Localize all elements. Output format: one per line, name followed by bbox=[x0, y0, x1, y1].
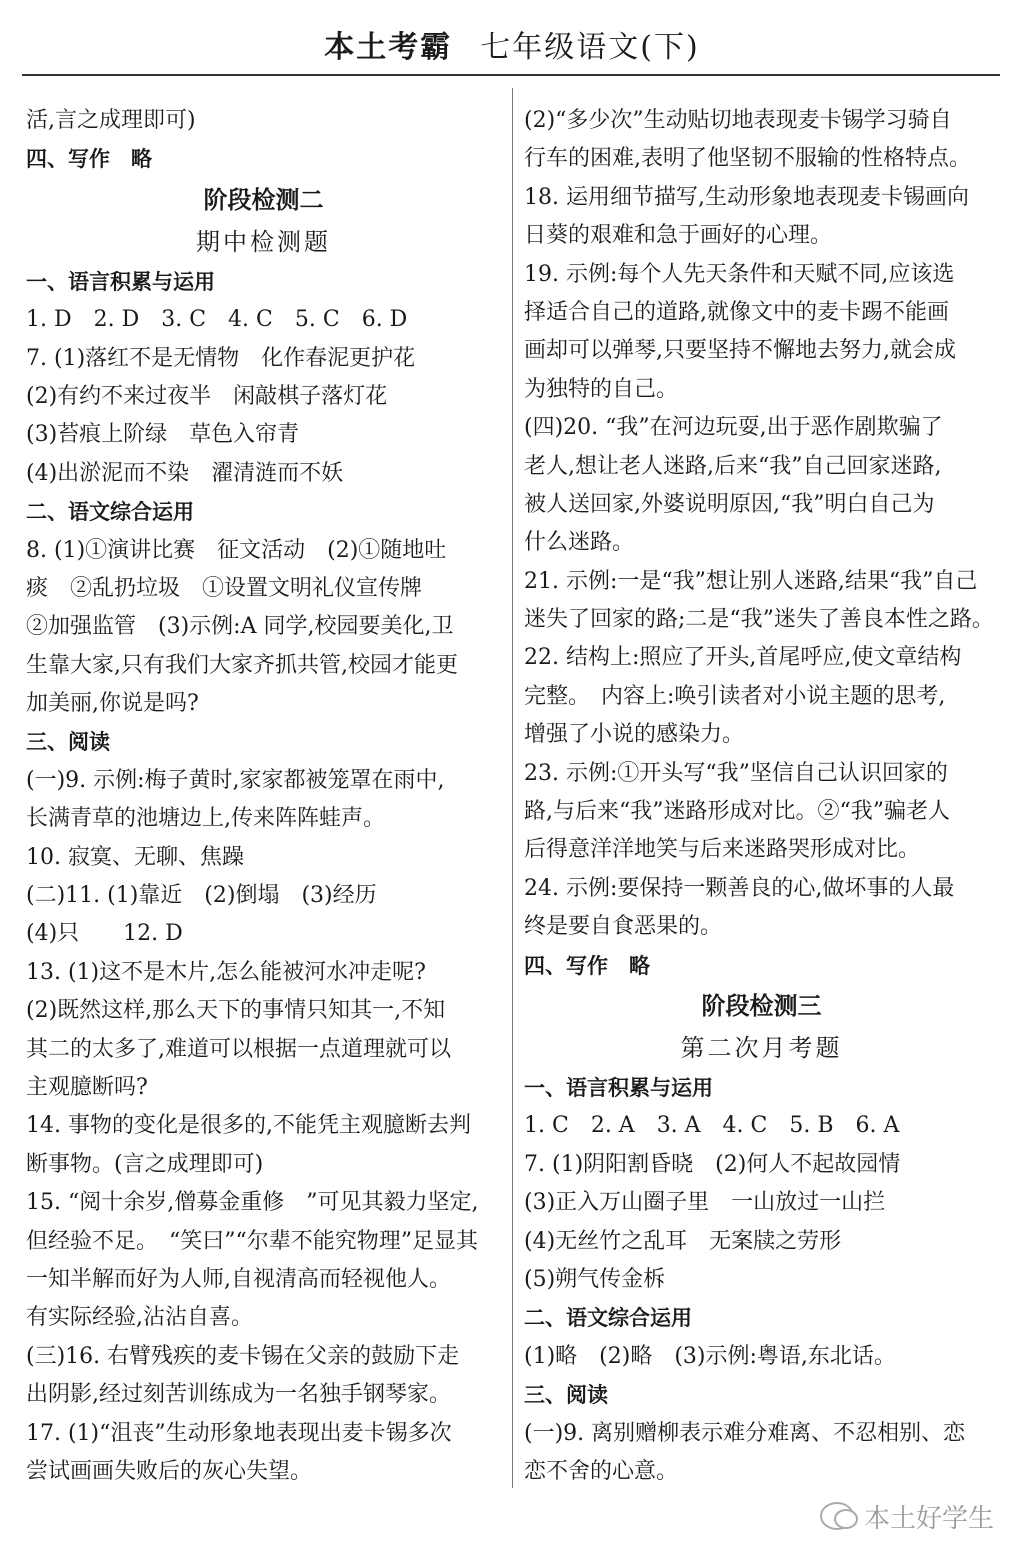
text-line: (3)正入万山圈子里 一山放过一山拦 bbox=[524, 1190, 886, 1216]
text-line: 7. (1)阴阳割昏晓 (2)何人不起故园情 bbox=[524, 1151, 901, 1177]
text-line: 老人,想让老人迷路,后来“我”自己回家迷路, bbox=[524, 453, 942, 479]
section-heading: 二、语文综合运用 bbox=[26, 500, 194, 525]
right-column bbox=[524, 102, 999, 1491]
text-line: 出阴影,经过刻苦训练成为一名独手钢琴家。 bbox=[26, 1382, 451, 1408]
text-line: 生靠大家,只有我们大家齐抓共管,校园才能更 bbox=[26, 652, 458, 678]
page-header bbox=[0, 28, 1024, 68]
watermark bbox=[820, 1496, 994, 1536]
text-line: 1. C 2. A 3. A 4. C 5. B 6. A bbox=[524, 1113, 900, 1139]
section-heading: 三、阅读 bbox=[26, 730, 110, 755]
header-subtitle: 七年级语文(下) bbox=[480, 30, 700, 65]
text-line: 其二的太多了,难道可以根据一点道理就可以 bbox=[26, 1036, 451, 1062]
text-line: 后得意洋洋地笑与后来迷路哭形成对比。 bbox=[524, 837, 921, 863]
text-line: 长满青草的池塘边上,传来阵阵蛙声。 bbox=[26, 806, 385, 832]
text-line: 迷失了回家的路;二是“我”迷失了善良本性之路。 bbox=[524, 607, 994, 633]
text-line: 19. 示例:每个人先天条件和天赋不同,应该选 bbox=[524, 261, 955, 287]
text-line: (一)9. 示例:梅子黄时,家家都被笼罩在雨中, bbox=[26, 767, 445, 793]
text-line: 为独特的自己。 bbox=[524, 376, 679, 402]
text-line: (4)只 12. D bbox=[26, 921, 183, 947]
text-line: 被人送回家,外婆说明原因,“我”明白自己为 bbox=[524, 491, 935, 517]
section-heading: 四、写作 略 bbox=[26, 147, 152, 172]
text-line: 什么迷路。 bbox=[524, 530, 635, 556]
text-line: ②加强监管 (3)示例:A 同学,校园要美化,卫 bbox=[26, 614, 454, 640]
text-line: 15. “阅十余岁,僧募金重修 ”可见其毅力坚定, bbox=[26, 1190, 479, 1216]
text-line: (2)有约不来过夜半 闲敲棋子落灯花 bbox=[26, 383, 388, 409]
text-line: (1)略 (2)略 (3)示例:粤语,东北话。 bbox=[524, 1343, 896, 1369]
text-line: 有实际经验,沾沾自喜。 bbox=[26, 1305, 253, 1331]
text-line: 痰 ②乱扔垃圾 ①设置文明礼仪宣传牌 bbox=[26, 575, 423, 601]
stage-title: 阶段检测二 bbox=[203, 185, 324, 214]
section-heading: 三、阅读 bbox=[524, 1383, 608, 1408]
exam-title: 第二次月考题 bbox=[680, 1033, 843, 1062]
text-line: 增强了小说的感染力。 bbox=[524, 722, 745, 748]
header-rule bbox=[22, 74, 1000, 76]
text-line: (二)11. (1)靠近 (2)倒塌 (3)经历 bbox=[26, 883, 377, 909]
text-line: 21. 示例:一是“我”想让别人迷路,结果“我”自己 bbox=[524, 568, 978, 594]
text-line: (4)出淤泥而不染 濯清涟而不妖 bbox=[26, 460, 344, 486]
section-heading: 四、写作 略 bbox=[524, 953, 650, 978]
text-line: (三)16. 右臂残疾的麦卡锡在父亲的鼓励下走 bbox=[26, 1343, 460, 1369]
text-line: 择适合自己的道路,就像文中的麦卡踢不能画 bbox=[524, 299, 949, 325]
text-line: (2)“多少次”生动贴切地表现麦卡锡学习骑自 bbox=[524, 108, 952, 133]
text-line: 8. (1)①演讲比赛 征文活动 (2)①随地吐 bbox=[26, 537, 447, 563]
text-line: (5)朔气传金柝 bbox=[524, 1266, 666, 1292]
wechat-icon bbox=[820, 1502, 854, 1530]
text-line: 一知半解而好为人师,自视清高而轻视他人。 bbox=[26, 1266, 451, 1292]
text-line: 活,言之成理即可) bbox=[26, 108, 196, 133]
text-line: 7. (1)落红不是无情物 化作春泥更护花 bbox=[26, 345, 416, 371]
text-line: 10. 寂寞、无聊、焦躁 bbox=[26, 844, 244, 870]
text-line: 23. 示例:①开头写“我”坚信自己认识回家的 bbox=[524, 760, 948, 786]
section-heading: 一、语言积累与运用 bbox=[26, 269, 215, 294]
watermark-text: 本土好学生 bbox=[863, 1503, 994, 1534]
text-line: 断事物。(言之成理即可) bbox=[26, 1151, 264, 1177]
text-line: 13. (1)这不是木片,怎么能被河水冲走呢? bbox=[26, 959, 426, 985]
section-heading: 一、语言积累与运用 bbox=[524, 1075, 713, 1100]
text-line: 日葵的艰难和急于画好的心理。 bbox=[524, 223, 833, 249]
text-line: 1. D 2. D 3. C 4. C 5. C 6. D bbox=[26, 307, 408, 333]
text-line: 完整。 内容上:唤引读者对小说主题的思考, bbox=[524, 683, 946, 709]
text-line: 路,与后来“我”迷路形成对比。②“我”骗老人 bbox=[524, 799, 950, 825]
text-line: (2)既然这样,那么天下的事情只知其一,不知 bbox=[26, 998, 446, 1024]
text-line: 18. 运用细节描写,生动形象地表现麦卡锡画向 bbox=[524, 184, 969, 210]
text-line: (一)9. 离别赠柳表示难分难离、不忍相别、恋 bbox=[524, 1420, 966, 1446]
text-line: 行车的困难,表明了他坚韧不服输的性格特点。 bbox=[524, 146, 971, 172]
section-heading: 二、语文综合运用 bbox=[524, 1306, 692, 1331]
column-divider bbox=[512, 88, 513, 1488]
text-line: (四)20. “我”在河边玩耍,出于恶作剧欺骗了 bbox=[524, 415, 943, 441]
text-line: 14. 事物的变化是很多的,不能凭主观臆断去判 bbox=[26, 1113, 471, 1139]
header-brand: 本土考霸 bbox=[324, 30, 453, 65]
text-line: 加美丽,你说是吗? bbox=[26, 691, 199, 717]
text-line: 终是要自食恶果的。 bbox=[524, 914, 723, 940]
text-line: 画却可以弹琴,只要坚持不懈地去努力,就会成 bbox=[524, 338, 956, 364]
exam-title: 期中检测题 bbox=[196, 227, 331, 256]
text-line: 尝试画画失败后的灰心失望。 bbox=[26, 1458, 313, 1484]
stage-title: 阶段检测三 bbox=[701, 991, 822, 1020]
text-line: 17. (1)“沮丧”生动形象地表现出麦卡锡多次 bbox=[26, 1420, 452, 1446]
text-line: (4)无丝竹之乱耳 无案牍之劳形 bbox=[524, 1228, 842, 1254]
text-line: 22. 结构上:照应了开头,首尾呼应,使文章结构 bbox=[524, 645, 962, 671]
text-line: 但经验不足。 “笑曰”“尔辈不能究物理”足显其 bbox=[26, 1228, 478, 1254]
left-column bbox=[26, 102, 501, 1491]
text-line: 恋不舍的心意。 bbox=[524, 1458, 679, 1484]
text-line: (3)苔痕上阶绿 草色入帘青 bbox=[26, 422, 300, 448]
text-line: 主观臆断吗? bbox=[26, 1074, 148, 1100]
text-line: 24. 示例:要保持一颗善良的心,做坏事的人最 bbox=[524, 875, 955, 901]
